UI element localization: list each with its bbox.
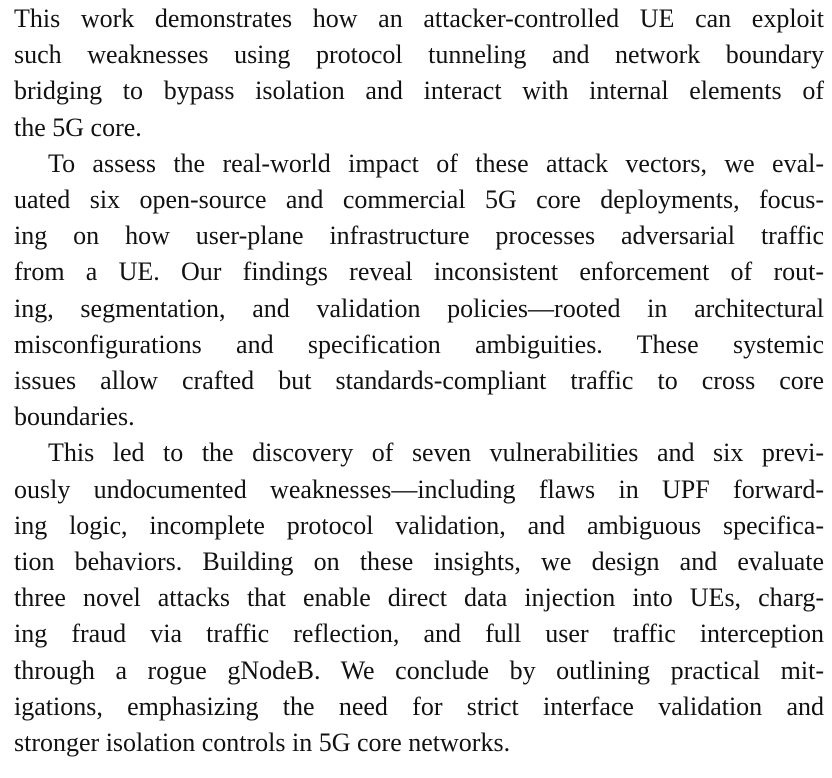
text-line: ously undocumented weaknesses—including flaws in UPF forward- bbox=[14, 474, 824, 504]
text-line: tion behaviors. Building on these insights, we design and evaluate bbox=[14, 547, 824, 577]
text-line: issues allow crafted but standards-compliant traffic to cross core bbox=[14, 366, 824, 396]
text-line: uated six open-source and commercial 5G core deployments, focus- bbox=[14, 185, 824, 215]
text-line: ing, segmentation, and validation policies—rooted in architectural bbox=[14, 293, 824, 323]
text-line: This work demonstrates how an attacker-controlled UE can exploit bbox=[14, 4, 824, 33]
text-line: through a rogue gNodeB. We conclude by outlining practical mit- bbox=[14, 655, 824, 685]
text-line: three novel attacks that enable direct data injection into UEs, charg- bbox=[14, 583, 824, 613]
text-line: To assess the real-world impact of these attack vectors, we eval- bbox=[48, 148, 824, 178]
text-line: ing fraud via traffic reflection, and full user traffic interception bbox=[14, 619, 824, 649]
text-line: bridging to bypass isolation and interact with internal elements of bbox=[14, 76, 824, 106]
text-line: stronger isolation controls in 5G core networks. bbox=[14, 728, 511, 758]
text-line: the 5G core. bbox=[14, 112, 142, 142]
paragraph-3 bbox=[14, 435, 824, 761]
text-line: from a UE. Our findings reveal inconsistent enforcement of rout- bbox=[14, 257, 824, 287]
text-line: This led to the discovery of seven vulnerabilities and six previ- bbox=[48, 438, 824, 468]
text-line: ing on how user-plane infrastructure processes adversarial traffic bbox=[14, 221, 824, 251]
text-line: misconfigurations and specification ambiguities. These systemic bbox=[14, 329, 824, 359]
text-line: boundaries. bbox=[14, 402, 135, 432]
paragraph-2 bbox=[14, 146, 824, 436]
paragraph-1 bbox=[14, 1, 824, 146]
text-line: igations, emphasizing the need for strict interface validation and bbox=[14, 691, 824, 721]
text-line: ing logic, incomplete protocol validation, and ambiguous specifica- bbox=[14, 510, 824, 540]
text-line: such weaknesses using protocol tunneling and network boundary bbox=[14, 40, 824, 70]
